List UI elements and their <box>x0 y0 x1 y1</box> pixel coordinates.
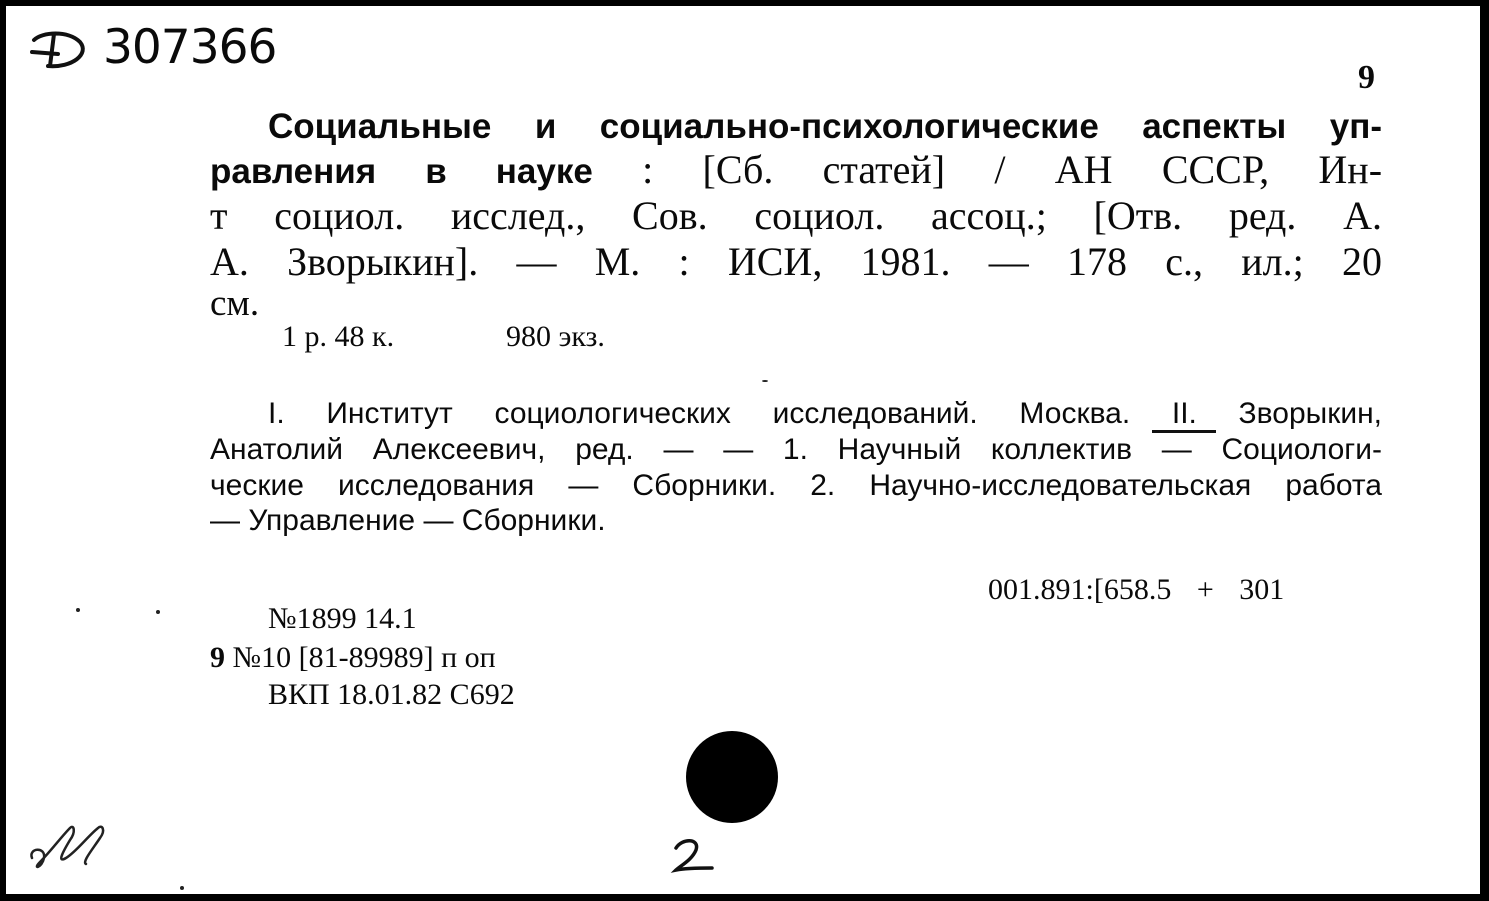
price: 1 р. 48 к. <box>282 320 395 353</box>
inventory-number: 307366 <box>103 20 277 75</box>
title-text: Социальные и социально-психологические аспекты уп- <box>268 107 1382 146</box>
print-run: 980 экз. <box>506 320 605 353</box>
subject-line: — Управление — Сборники. <box>210 504 606 537</box>
description-line: т социол. исслед., Сов. социол. ассоц.; [Отв. ред. А. <box>210 193 1382 238</box>
title-text: равления в науке <box>210 152 593 191</box>
title-line <box>268 102 1382 150</box>
catalog-card <box>6 6 1480 894</box>
reference-line: №1899 14.1 <box>268 602 417 635</box>
pen-mark-icon <box>26 818 116 878</box>
speck <box>180 886 184 890</box>
title-line <box>210 147 1382 195</box>
description-line: см. <box>210 283 260 324</box>
handwritten-number-icon <box>670 832 718 876</box>
speck <box>156 610 160 614</box>
page-number: 9 <box>1358 59 1375 96</box>
speck <box>76 608 80 612</box>
description-line: А. Зворыкин]. — М. : ИСИ, 1981. — 178 с., ил.; 20 <box>210 239 1382 284</box>
subject-line: Анатолий Алексеевич, ред. — — 1. Научный коллектив — Социологи- <box>210 433 1382 466</box>
reference-line: ВКП 18.01.82 С692 <box>268 678 515 711</box>
description-text: : [Сб. статей] / АН СССР, Ин- <box>642 147 1383 192</box>
d-mark-icon <box>28 22 92 72</box>
punch-hole-icon <box>686 731 778 823</box>
reference-line <box>210 641 496 675</box>
subject-line: ческие исследования — Сборники. 2. Научно-исследовательская работа <box>210 469 1382 502</box>
subject-line: I. Институт социологических исследований. Москва. II. Зворыкин, <box>268 397 1382 430</box>
reference-bold: 9 <box>210 641 225 674</box>
classification-code: 001.891:[658.5 + 301 <box>988 573 1285 606</box>
speck <box>762 380 768 382</box>
reference-text: №10 [81-89989] п оп <box>232 641 496 674</box>
